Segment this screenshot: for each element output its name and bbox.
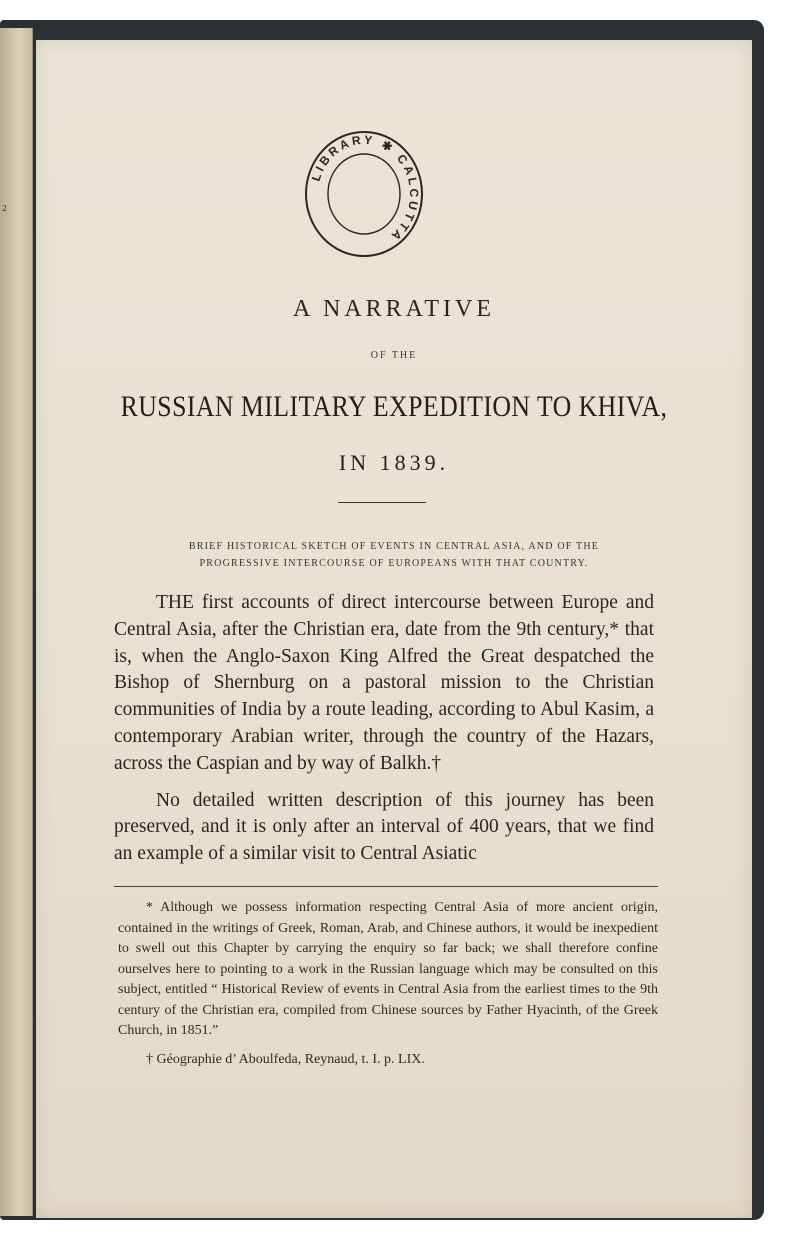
left-page-edge xyxy=(0,28,33,1216)
book-page xyxy=(36,40,752,1218)
body-paragraph-2: No detailed written description of this journey has been preserved, and it is only after an interval of 400 years, that we find an example of a similar visit to Central Asiatic xyxy=(114,789,654,865)
title-divider xyxy=(338,502,426,503)
footnotes xyxy=(118,898,658,1078)
body-paragraph-1: THE first accounts of direct intercourse between Europe and Central Asia, after the Christian era, date from the 9th century,* that is, when the Anglo-Saxon King Alfred the Great despatched the Bishop of Shernburg on a pastoral mission to the Christian communities of India by a route leading, according to Abul Kasim, a contemporary Arabian writer, through the country of the Hazars, across the Caspian and by way of Balkh.† xyxy=(114,592,654,774)
subheading-line-2: PROGRESSIVE INTERCOURSE OF EUROPEANS WITH THAT COUNTRY. xyxy=(199,558,589,569)
title-line-3: RUSSIAN MILITARY EXPEDITION TO KHIVA, xyxy=(120,390,668,423)
section-subheading xyxy=(124,538,664,572)
footnote-1: * Although we possess information respecting Central Asia of more ancient origin, contained in the writings of Greek, Roman, Arab, and Chinese authors, it would be inexpedient to swell out this Chapter by carrying the enquiry so far back; we shall therefore confine ourselves here to pointing to a work in the Russian language which may be consulted on this subject, entitled “ Historical Review of events in Central Asia from the earliest times to the 9th century of the Christian era, compiled from Chinese sources by Father Hyacinth, of the Greek Church, in 1851.” xyxy=(118,900,658,1038)
title-line-4: IN 1839. xyxy=(338,450,450,475)
page-mark: 2 xyxy=(2,204,8,213)
footnote-2: † Géographie d’ Aboulfeda, Reynaud, t. I. p. LIX. xyxy=(146,1051,425,1067)
footnote-divider xyxy=(114,886,658,887)
stamp-ring-text: LIBRARY ✱ CALCUTTA xyxy=(308,132,422,245)
subheading-line-1: BRIEF HISTORICAL SKETCH OF EVENTS IN CENTRAL ASIA, AND OF THE xyxy=(188,541,600,552)
title-line-2: OF THE xyxy=(370,350,418,361)
library-stamp xyxy=(304,122,424,262)
title-line-1: A NARRATIVE xyxy=(292,296,495,322)
body-text xyxy=(114,590,654,878)
